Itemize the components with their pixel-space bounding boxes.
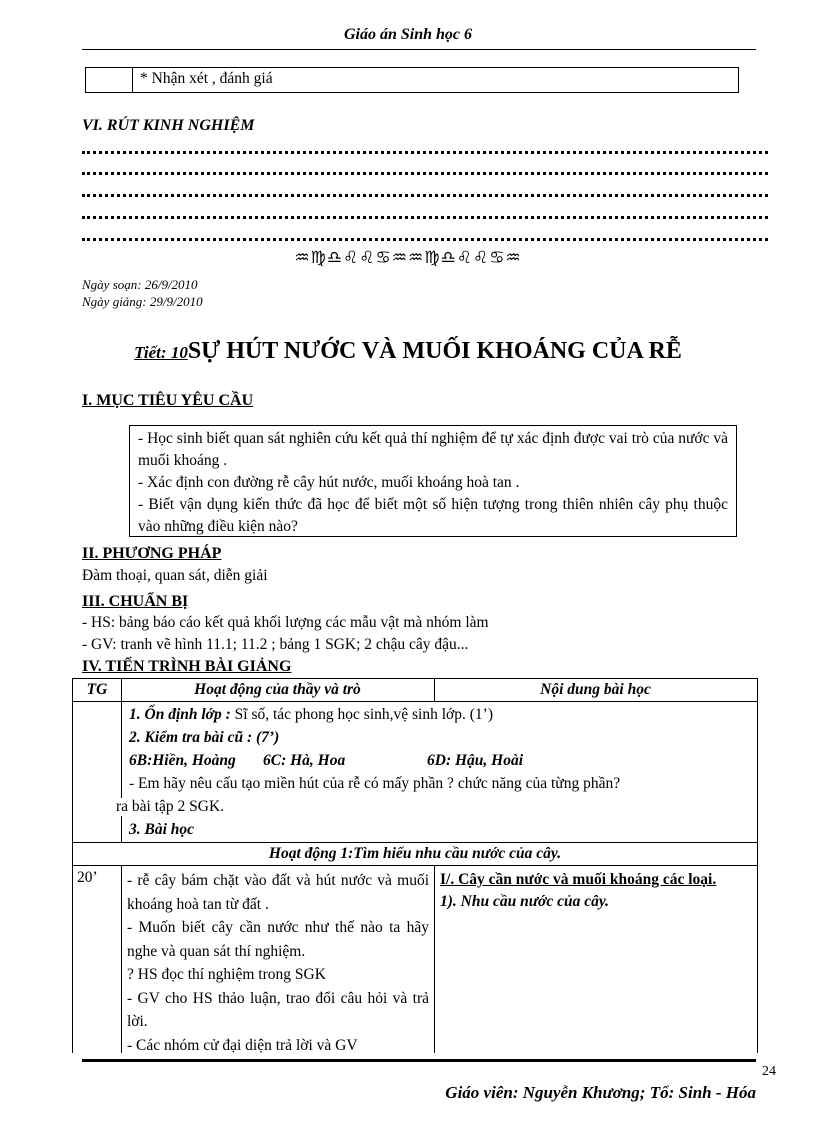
intro-stabilize-label: 1. Ổn định lớp : bbox=[129, 706, 231, 723]
objective-item: - Học sinh biết quan sát nghiên cứu kết quả thí nghiệm để tự xác định được vai trò của nước và muối khoáng . bbox=[138, 430, 728, 469]
evaluation-table-empty-cell bbox=[86, 68, 133, 92]
dotted-line bbox=[82, 238, 768, 241]
intro-question: - Em hãy nêu cấu tạo miền hút của rễ có mấy phần ? chức năng của từng phần? bbox=[129, 775, 621, 792]
content-heading: I/. Cây cần nước và muối khoáng các loại. bbox=[440, 871, 717, 888]
dotted-line bbox=[82, 151, 768, 154]
footer-teacher: Giáo viên: Nguyễn Khương; Tổ: Sinh - Hóa bbox=[445, 1083, 756, 1102]
objective-item: - Xác định con đường rễ cây hút nước, muối khoáng hoà tan . bbox=[138, 474, 520, 491]
section-method-title: II. PHƯƠNG PHÁP bbox=[82, 545, 222, 562]
intro-stabilize bbox=[129, 706, 493, 724]
lesson-label: Tiết: 10 bbox=[134, 343, 188, 362]
students-6d: 6D: Hậu, Hoài bbox=[427, 752, 524, 769]
row-time: 20’ bbox=[77, 869, 98, 886]
dotted-line bbox=[82, 172, 768, 175]
objectives-box bbox=[129, 425, 737, 537]
table-divider bbox=[434, 865, 435, 1053]
objective-item: - Biết vận dụng kiến thức đã học để biết một số hiện tượng trong thiên nhiên cây phụ thuộc vào những điều kiện nào? bbox=[138, 496, 728, 535]
dotted-line bbox=[82, 216, 768, 219]
activity1-title: Hoạt động 1:Tìm hiểu nhu cầu nước của cây. bbox=[268, 845, 562, 862]
lesson-procedure-table bbox=[72, 678, 758, 1053]
dotted-line bbox=[82, 194, 768, 197]
table-divider bbox=[121, 679, 122, 843]
table-divider bbox=[73, 842, 757, 843]
header-title: Giáo án Sinh học 6 bbox=[343, 26, 473, 43]
activity-line: - rễ cây bám chặt vào đất và hút nước và muối khoáng hoà tan từ đất . bbox=[127, 872, 429, 913]
header-activity: Hoạt động của thầy và trò bbox=[194, 681, 361, 698]
ornament-divider: ♒♍♎♌♌♋♒♒♍♎♌♌♋♒ bbox=[294, 248, 522, 268]
activity-line: - Các nhóm cử đại diện trả lời và GV bbox=[127, 1036, 358, 1054]
table-divider bbox=[121, 865, 122, 1053]
evaluation-table-text: * Nhận xét , đánh giá bbox=[140, 70, 273, 87]
students-6c: 6C: Hà, Hoa bbox=[263, 752, 346, 769]
date-prepared: Ngày soạn: 26/9/2010 bbox=[82, 277, 198, 292]
students-6b: 6B:Hiền, Hoàng bbox=[129, 752, 236, 769]
table-divider bbox=[73, 701, 757, 702]
section-objectives-title: I. MỤC TIÊU YÊU CẦU bbox=[82, 392, 254, 409]
activity-line: - GV cho HS thảo luận, trao đổi câu hỏi và trả lời. bbox=[127, 989, 429, 1030]
activity-line: ? HS đọc thí nghiệm trong SGK bbox=[127, 966, 326, 983]
header-tg: TG bbox=[86, 681, 108, 698]
intro-check: 2. Kiểm tra bài cũ : (7’) bbox=[129, 729, 280, 746]
section-procedure-title: IV. TIẾN TRÌNH BÀI GIẢNG bbox=[82, 658, 292, 675]
table-divider bbox=[73, 865, 757, 866]
method-text: Đàm thoại, quan sát, diễn giải bbox=[82, 567, 268, 584]
preparation-hs: - HS: bảng báo cáo kết quả khối lượng các mẫu vật mà nhóm làm bbox=[82, 614, 489, 631]
date-taught: Ngày giảng: 29/9/2010 bbox=[82, 294, 203, 309]
activity-line: - Muốn biết cây cần nước như thế nào ta hãy nghe và quan sát thí nghiệm. bbox=[127, 919, 429, 960]
header-content: Nội dung bài học bbox=[540, 681, 651, 698]
evaluation-table bbox=[85, 67, 739, 93]
section-preparation-title: III. CHUẨN BỊ bbox=[82, 593, 189, 610]
intro-lesson: 3. Bài học bbox=[129, 821, 195, 838]
preparation-gv: - GV: tranh vẽ hình 11.1; 11.2 ; bảng 1 SGK; 2 chậu cây đậu... bbox=[82, 636, 469, 653]
lesson-title: SỰ HÚT NƯỚC VÀ MUỐI KHOÁNG CỦA RỄ bbox=[187, 338, 682, 364]
footer-rule bbox=[82, 1059, 756, 1062]
content-subheading: 1). Nhu cầu nước của cây. bbox=[440, 893, 610, 910]
section-experience-title: VI. RÚT KINH NGHIỆM bbox=[82, 117, 255, 134]
dates-block bbox=[82, 276, 203, 310]
lesson-heading bbox=[0, 338, 816, 365]
page-number: 24 bbox=[762, 1064, 776, 1079]
row-activities bbox=[127, 869, 429, 1057]
intro-stabilize-text: Sĩ số, tác phong học sinh,vệ sinh lớp. (1’) bbox=[230, 706, 493, 723]
intro-exercise: ra bài tập 2 SGK. bbox=[116, 798, 225, 815]
row-content bbox=[440, 869, 752, 913]
header-rule bbox=[82, 49, 756, 50]
